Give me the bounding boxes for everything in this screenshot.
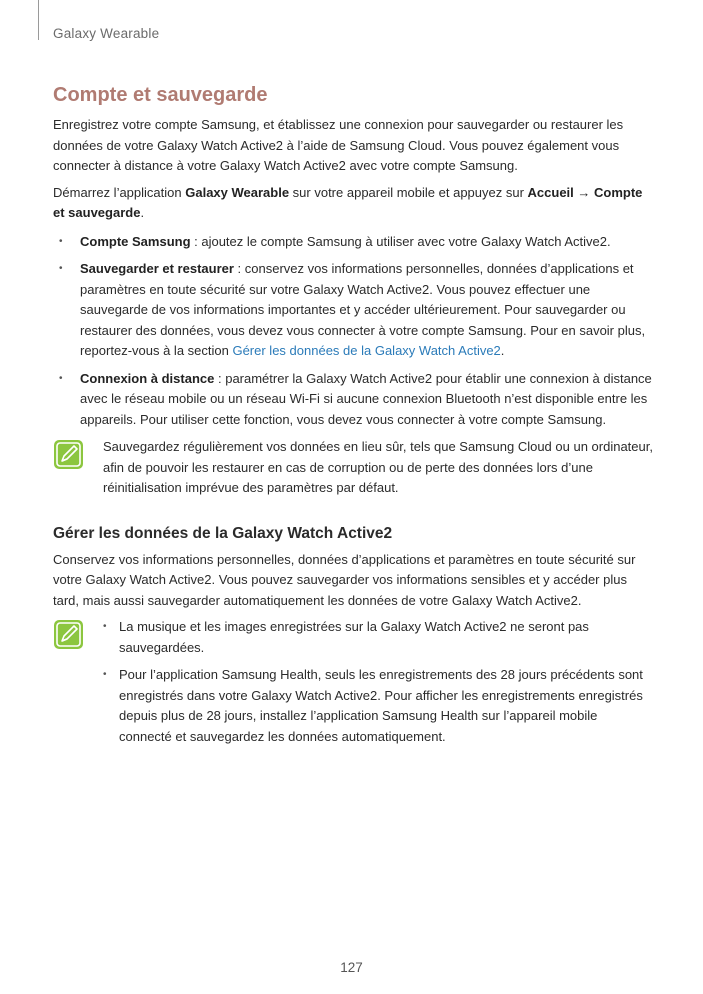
- list-item: • Sauvegarder et restaurer : conservez vos informations personnelles, données d’applications et paramètres en toute sécurité sur votre Galaxy Watch Active2. Vous pouvez effectuer une sauvegarde de vos informations importantes et y accéder ultérieurement. Pour sauvegarder ou restaurer des données, vous devez vous connecter à votre compte Samsung. Pour en savoir plus, reportez-vous à la section Gérer les données de la Galaxy Watch Active2.: [53, 259, 653, 362]
- note-pencil-icon: [53, 619, 84, 650]
- subsection-title: Gérer les données de la Galaxy Watch Active2: [53, 524, 393, 542]
- section-title: Compte et sauvegarde: [53, 84, 268, 106]
- note-box: [53, 617, 653, 747]
- page-number: 127: [340, 960, 363, 975]
- options-list: [53, 232, 653, 431]
- list-item: • Pour l’application Samsung Health, seuls les enregistrements des 28 jours précédents sont enregistrés dans votre Galaxy Watch Active2. Pour afficher les enregistrements enregistrés depuis plus de 28 jours, installez l’application Samsung Health sur l’appareil mobile connecté et sauvegardez les données automatiquement.: [103, 665, 653, 747]
- section-link[interactable]: Gérer les données de la Galaxy Watch Active2: [232, 343, 501, 358]
- note-text: Sauvegardez régulièrement vos données en lieu sûr, tels que Samsung Cloud ou un ordinateur, afin de pouvoir les restaurer en cas de corruption ou de perte des données lors d’une réinitialisation imprévue des paramètres par défaut.: [103, 439, 653, 495]
- list-item: • Compte Samsung : ajoutez le compte Samsung à utiliser avec votre Galaxy Watch Active2.: [53, 232, 653, 253]
- note-pencil-icon: [53, 439, 84, 470]
- intro-paragraph: Enregistrez votre compte Samsung, et établissez une connexion pour sauvegarder ou restaurer les données de votre Galaxy Watch Active2 à l’aide de Samsung Cloud. Vous pouvez également vous connecter à distance à votre Galaxy Watch Active2 avec votre compte Samsung.: [53, 117, 624, 173]
- subsection-paragraph: Conservez vos informations personnelles, données d’applications et paramètres en toute sécurité sur votre Galaxy Watch Active2. Vous pouvez sauvegarder vos informations sensibles et y accéder plus tard, mais aussi sauvegarder automatiquement les données de votre Galaxy Watch Active2.: [53, 551, 636, 608]
- page-content: [53, 84, 653, 754]
- list-item: • Connexion à distance : paramétrer la Galaxy Watch Active2 pour établir une connexion à distance avec le réseau mobile ou un réseau Wi-Fi si aucune connexion Bluetooth n’est disponible entre les appareils. Pour utiliser cette fonction, vous devez vous connecter à votre compte Samsung.: [53, 369, 653, 431]
- header-rule: [38, 0, 39, 40]
- note-box: [53, 437, 653, 499]
- note-list: [103, 617, 653, 747]
- list-item: • La musique et les images enregistrées sur la Galaxy Watch Active2 ne seront pas sauvegardées.: [103, 617, 653, 658]
- menu-path: Accueil → Compte et sauvegarde: [53, 184, 643, 220]
- app-name: Galaxy Wearable: [185, 184, 290, 200]
- instruction-paragraph: Démarrez l’application Galaxy Wearable sur votre appareil mobile et appuyez sur Accueil → Compte et sauvegarde.: [53, 184, 643, 220]
- running-header: Galaxy Wearable: [53, 26, 160, 41]
